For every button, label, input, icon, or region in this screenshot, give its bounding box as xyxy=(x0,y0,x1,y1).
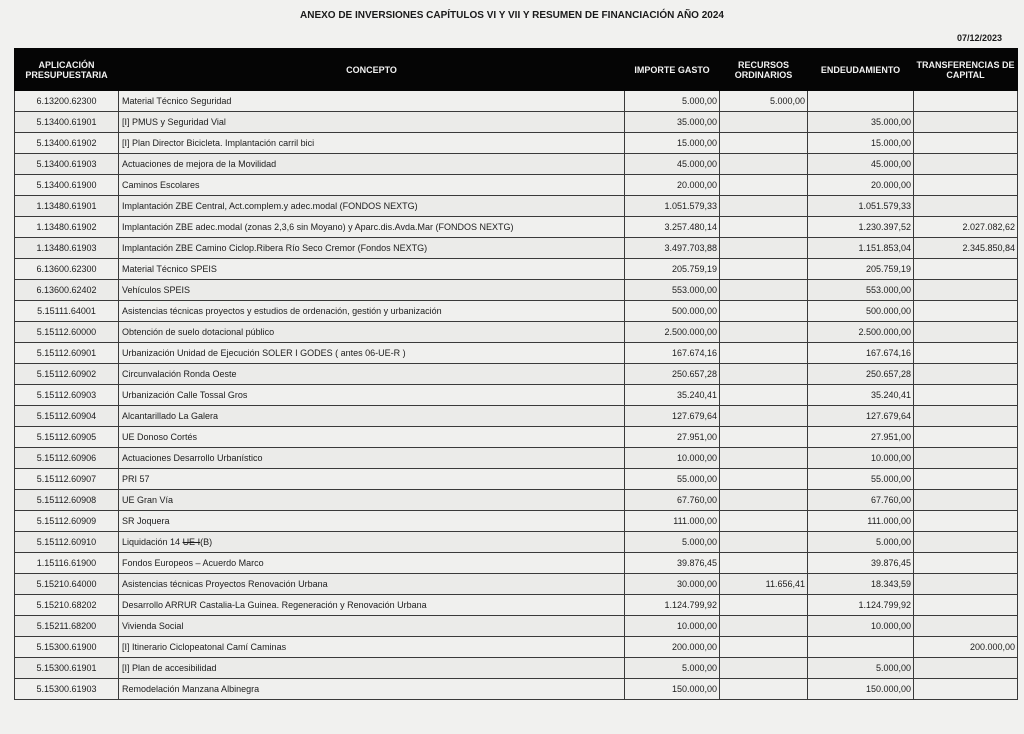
cell-transferencias xyxy=(914,175,1018,196)
cell-transferencias xyxy=(914,91,1018,112)
cell-concepto: Material Técnico SPEIS xyxy=(119,259,625,280)
cell-transferencias xyxy=(914,658,1018,679)
cell-transferencias xyxy=(914,322,1018,343)
cell-recursos-ordinarios xyxy=(720,364,808,385)
cell-importe-gasto: 1.124.799,92 xyxy=(625,595,720,616)
cell-recursos-ordinarios xyxy=(720,406,808,427)
cell-endeudamiento: 10.000,00 xyxy=(808,616,914,637)
cell-importe-gasto: 200.000,00 xyxy=(625,637,720,658)
header-endeudamiento: ENDEUDAMIENTO xyxy=(808,49,914,91)
table-row xyxy=(15,364,1018,385)
table-row xyxy=(15,322,1018,343)
cell-concepto: Fondos Europeos – Acuerdo Marco xyxy=(119,553,625,574)
table-row xyxy=(15,490,1018,511)
table-row xyxy=(15,532,1018,553)
cell-transferencias xyxy=(914,448,1018,469)
cell-aplicacion: 5.15300.61901 xyxy=(15,658,119,679)
table-row xyxy=(15,553,1018,574)
cell-concepto: Circunvalación Ronda Oeste xyxy=(119,364,625,385)
cell-importe-gasto: 35.000,00 xyxy=(625,112,720,133)
cell-concepto: UE Donoso Cortés xyxy=(119,427,625,448)
cell-aplicacion: 5.15210.68202 xyxy=(15,595,119,616)
cell-concepto: Vivienda Social xyxy=(119,616,625,637)
cell-importe-gasto: 1.051.579,33 xyxy=(625,196,720,217)
cell-concepto: Remodelación Manzana Albinegra xyxy=(119,679,625,700)
cell-concepto: [I] Plan Director Bicicleta. Implantación carril bici xyxy=(119,133,625,154)
table-body xyxy=(15,91,1018,700)
table-row xyxy=(15,574,1018,595)
cell-transferencias xyxy=(914,154,1018,175)
header-concepto: CONCEPTO xyxy=(119,49,625,91)
cell-transferencias: 2.027.082,62 xyxy=(914,217,1018,238)
cell-concepto: Implantación ZBE Central, Act.complem.y adec.modal (FONDOS NEXTG) xyxy=(119,196,625,217)
cell-endeudamiento: 150.000,00 xyxy=(808,679,914,700)
table-row xyxy=(15,448,1018,469)
cell-recursos-ordinarios xyxy=(720,490,808,511)
cell-endeudamiento: 1.124.799,92 xyxy=(808,595,914,616)
cell-aplicacion: 5.15112.60905 xyxy=(15,427,119,448)
cell-endeudamiento: 1.051.579,33 xyxy=(808,196,914,217)
struck-text: UE I xyxy=(182,537,201,547)
table-row xyxy=(15,469,1018,490)
cell-recursos-ordinarios xyxy=(720,427,808,448)
cell-recursos-ordinarios: 5.000,00 xyxy=(720,91,808,112)
cell-concepto: Vehículos SPEIS xyxy=(119,280,625,301)
cell-transferencias xyxy=(914,133,1018,154)
cell-concepto: Asistencias técnicas Proyectos Renovación Urbana xyxy=(119,574,625,595)
cell-recursos-ordinarios xyxy=(720,385,808,406)
cell-concepto: [I] PMUS y Seguridad Vial xyxy=(119,112,625,133)
cell-aplicacion: 6.13200.62300 xyxy=(15,91,119,112)
table-row xyxy=(15,385,1018,406)
table-row xyxy=(15,238,1018,259)
cell-aplicacion: 5.13400.61903 xyxy=(15,154,119,175)
cell-importe-gasto: 20.000,00 xyxy=(625,175,720,196)
table-row xyxy=(15,133,1018,154)
cell-transferencias xyxy=(914,490,1018,511)
cell-recursos-ordinarios xyxy=(720,448,808,469)
cell-recursos-ordinarios xyxy=(720,133,808,154)
cell-importe-gasto: 10.000,00 xyxy=(625,616,720,637)
cell-recursos-ordinarios xyxy=(720,322,808,343)
cell-transferencias xyxy=(914,301,1018,322)
cell-concepto: PRI 57 xyxy=(119,469,625,490)
cell-aplicacion: 5.15300.61903 xyxy=(15,679,119,700)
cell-transferencias xyxy=(914,532,1018,553)
cell-recursos-ordinarios xyxy=(720,637,808,658)
cell-aplicacion: 5.13400.61900 xyxy=(15,175,119,196)
cell-endeudamiento: 1.230.397,52 xyxy=(808,217,914,238)
cell-transferencias xyxy=(914,511,1018,532)
cell-endeudamiento: 127.679,64 xyxy=(808,406,914,427)
cell-importe-gasto: 205.759,19 xyxy=(625,259,720,280)
cell-recursos-ordinarios xyxy=(720,616,808,637)
cell-aplicacion: 1.13480.61902 xyxy=(15,217,119,238)
cell-importe-gasto: 5.000,00 xyxy=(625,658,720,679)
cell-aplicacion: 6.13600.62300 xyxy=(15,259,119,280)
cell-recursos-ordinarios xyxy=(720,553,808,574)
cell-aplicacion: 5.15112.60908 xyxy=(15,490,119,511)
cell-aplicacion: 5.15210.64000 xyxy=(15,574,119,595)
header-transferencias: TRANSFERENCIAS DE CAPITAL xyxy=(914,49,1018,91)
cell-importe-gasto: 10.000,00 xyxy=(625,448,720,469)
cell-concepto: Actuaciones Desarrollo Urbanístico xyxy=(119,448,625,469)
cell-transferencias xyxy=(914,196,1018,217)
cell-concepto: Implantación ZBE Camino Ciclop.Ribera Río Seco Cremor (Fondos NEXTG) xyxy=(119,238,625,259)
cell-importe-gasto: 67.760,00 xyxy=(625,490,720,511)
table-row xyxy=(15,217,1018,238)
cell-importe-gasto: 150.000,00 xyxy=(625,679,720,700)
cell-recursos-ordinarios xyxy=(720,238,808,259)
cell-importe-gasto: 45.000,00 xyxy=(625,154,720,175)
cell-recursos-ordinarios xyxy=(720,154,808,175)
cell-endeudamiento xyxy=(808,91,914,112)
cell-concepto: UE Gran Vía xyxy=(119,490,625,511)
cell-importe-gasto: 500.000,00 xyxy=(625,301,720,322)
cell-concepto: Urbanización Unidad de Ejecución SOLER I GODES ( antes 06-UE-R ) xyxy=(119,343,625,364)
cell-transferencias xyxy=(914,364,1018,385)
cell-aplicacion: 5.15112.60903 xyxy=(15,385,119,406)
cell-importe-gasto: 27.951,00 xyxy=(625,427,720,448)
table-row xyxy=(15,616,1018,637)
cell-aplicacion: 5.15112.60901 xyxy=(15,343,119,364)
table-row xyxy=(15,679,1018,700)
cell-aplicacion: 1.13480.61903 xyxy=(15,238,119,259)
cell-importe-gasto: 30.000,00 xyxy=(625,574,720,595)
cell-aplicacion: 5.15112.60907 xyxy=(15,469,119,490)
cell-aplicacion: 5.15111.64001 xyxy=(15,301,119,322)
table-header-row xyxy=(15,49,1018,91)
header-importe-gasto: IMPORTE GASTO xyxy=(625,49,720,91)
cell-importe-gasto: 5.000,00 xyxy=(625,532,720,553)
cell-endeudamiento: 1.151.853,04 xyxy=(808,238,914,259)
cell-recursos-ordinarios xyxy=(720,196,808,217)
table-row xyxy=(15,427,1018,448)
cell-importe-gasto: 5.000,00 xyxy=(625,91,720,112)
cell-concepto: Obtención de suelo dotacional público xyxy=(119,322,625,343)
table-row xyxy=(15,154,1018,175)
cell-concepto: SR Joquera xyxy=(119,511,625,532)
cell-transferencias xyxy=(914,385,1018,406)
cell-endeudamiento: 20.000,00 xyxy=(808,175,914,196)
cell-concepto: Alcantarillado La Galera xyxy=(119,406,625,427)
cell-importe-gasto: 3.257.480,14 xyxy=(625,217,720,238)
cell-concepto: Actuaciones de mejora de la Movilidad xyxy=(119,154,625,175)
cell-recursos-ordinarios xyxy=(720,679,808,700)
cell-concepto: [I] Itinerario Ciclopeatonal Camí Caminas xyxy=(119,637,625,658)
cell-concepto: Urbanización Calle Tossal Gros xyxy=(119,385,625,406)
cell-endeudamiento: 35.240,41 xyxy=(808,385,914,406)
cell-transferencias xyxy=(914,280,1018,301)
cell-endeudamiento: 5.000,00 xyxy=(808,532,914,553)
table-row xyxy=(15,259,1018,280)
cell-aplicacion: 6.13600.62402 xyxy=(15,280,119,301)
cell-endeudamiento: 10.000,00 xyxy=(808,448,914,469)
cell-aplicacion: 5.15112.60909 xyxy=(15,511,119,532)
cell-concepto: Asistencias técnicas proyectos y estudios de ordenación, gestión y urbanización xyxy=(119,301,625,322)
cell-endeudamiento: 27.951,00 xyxy=(808,427,914,448)
cell-importe-gasto: 3.497.703,88 xyxy=(625,238,720,259)
table-row xyxy=(15,175,1018,196)
cell-transferencias xyxy=(914,469,1018,490)
cell-transferencias xyxy=(914,616,1018,637)
cell-recursos-ordinarios xyxy=(720,532,808,553)
cell-aplicacion: 5.15112.60902 xyxy=(15,364,119,385)
header-aplicacion: APLICACIÓN PRESUPUESTARIA xyxy=(15,49,119,91)
cell-transferencias xyxy=(914,679,1018,700)
cell-importe-gasto: 39.876,45 xyxy=(625,553,720,574)
cell-aplicacion: 5.13400.61901 xyxy=(15,112,119,133)
table-row xyxy=(15,637,1018,658)
table-row xyxy=(15,301,1018,322)
cell-endeudamiento: 553.000,00 xyxy=(808,280,914,301)
cell-endeudamiento: 205.759,19 xyxy=(808,259,914,280)
cell-concepto: Desarrollo ARRUR Castalia-La Guinea. Regeneración y Renovación Urbana xyxy=(119,595,625,616)
cell-concepto xyxy=(119,532,625,553)
cell-transferencias xyxy=(914,427,1018,448)
cell-endeudamiento: 2.500.000,00 xyxy=(808,322,914,343)
cell-aplicacion: 1.15116.61900 xyxy=(15,553,119,574)
cell-concepto: Material Técnico Seguridad xyxy=(119,91,625,112)
investments-table xyxy=(14,48,1018,700)
cell-concepto: [I] Plan de accesibilidad xyxy=(119,658,625,679)
table-row xyxy=(15,280,1018,301)
cell-transferencias xyxy=(914,595,1018,616)
table-row xyxy=(15,343,1018,364)
cell-transferencias xyxy=(914,553,1018,574)
cell-aplicacion: 5.15112.60000 xyxy=(15,322,119,343)
table-row xyxy=(15,511,1018,532)
document-title: ANEXO DE INVERSIONES CAPÍTULOS VI Y VII Y RESUMEN DE FINANCIACIÓN AÑO 2024 xyxy=(300,10,724,21)
cell-endeudamiento: 39.876,45 xyxy=(808,553,914,574)
table-row xyxy=(15,658,1018,679)
cell-importe-gasto: 55.000,00 xyxy=(625,469,720,490)
cell-aplicacion: 5.13400.61902 xyxy=(15,133,119,154)
cell-importe-gasto: 15.000,00 xyxy=(625,133,720,154)
cell-transferencias: 200.000,00 xyxy=(914,637,1018,658)
cell-recursos-ordinarios xyxy=(720,301,808,322)
cell-endeudamiento: 55.000,00 xyxy=(808,469,914,490)
cell-recursos-ordinarios: 11.656,41 xyxy=(720,574,808,595)
cell-endeudamiento: 45.000,00 xyxy=(808,154,914,175)
cell-transferencias xyxy=(914,343,1018,364)
cell-aplicacion: 5.15112.60904 xyxy=(15,406,119,427)
cell-endeudamiento: 500.000,00 xyxy=(808,301,914,322)
cell-importe-gasto: 250.657,28 xyxy=(625,364,720,385)
cell-transferencias xyxy=(914,112,1018,133)
cell-endeudamiento: 111.000,00 xyxy=(808,511,914,532)
cell-endeudamiento: 18.343,59 xyxy=(808,574,914,595)
table-row xyxy=(15,112,1018,133)
cell-transferencias: 2.345.850,84 xyxy=(914,238,1018,259)
cell-importe-gasto: 111.000,00 xyxy=(625,511,720,532)
cell-aplicacion: 5.15211.68200 xyxy=(15,616,119,637)
cell-recursos-ordinarios xyxy=(720,112,808,133)
cell-transferencias xyxy=(914,259,1018,280)
cell-endeudamiento xyxy=(808,637,914,658)
table-row xyxy=(15,91,1018,112)
cell-endeudamiento: 35.000,00 xyxy=(808,112,914,133)
cell-transferencias xyxy=(914,406,1018,427)
cell-recursos-ordinarios xyxy=(720,469,808,490)
cell-recursos-ordinarios xyxy=(720,595,808,616)
cell-importe-gasto: 35.240,41 xyxy=(625,385,720,406)
cell-aplicacion: 1.13480.61901 xyxy=(15,196,119,217)
cell-endeudamiento: 15.000,00 xyxy=(808,133,914,154)
concept-text: Liquidación 14 xyxy=(122,537,183,547)
cell-importe-gasto: 127.679,64 xyxy=(625,406,720,427)
cell-importe-gasto: 167.674,16 xyxy=(625,343,720,364)
table-row xyxy=(15,406,1018,427)
cell-aplicacion: 5.15300.61900 xyxy=(15,637,119,658)
document-date: 07/12/2023 xyxy=(956,33,1002,43)
table-row xyxy=(15,196,1018,217)
cell-recursos-ordinarios xyxy=(720,259,808,280)
cell-recursos-ordinarios xyxy=(720,658,808,679)
cell-recursos-ordinarios xyxy=(720,280,808,301)
cell-importe-gasto: 553.000,00 xyxy=(625,280,720,301)
cell-recursos-ordinarios xyxy=(720,217,808,238)
cell-concepto: Caminos Escolares xyxy=(119,175,625,196)
cell-importe-gasto: 2.500.000,00 xyxy=(625,322,720,343)
table-row xyxy=(15,595,1018,616)
cell-recursos-ordinarios xyxy=(720,511,808,532)
cell-aplicacion: 5.15112.60910 xyxy=(15,532,119,553)
cell-endeudamiento: 5.000,00 xyxy=(808,658,914,679)
cell-endeudamiento: 67.760,00 xyxy=(808,490,914,511)
cell-aplicacion: 5.15112.60906 xyxy=(15,448,119,469)
cell-concepto: Implantación ZBE adec.modal (zonas 2,3,6 sin Moyano) y Aparc.dis.Avda.Mar (FONDOS NEXTG) xyxy=(119,217,625,238)
cell-recursos-ordinarios xyxy=(720,175,808,196)
header-recursos-ordinarios: RECURSOS ORDINARIOS xyxy=(720,49,808,91)
cell-recursos-ordinarios xyxy=(720,343,808,364)
cell-endeudamiento: 250.657,28 xyxy=(808,364,914,385)
cell-transferencias xyxy=(914,574,1018,595)
concept-tail-text: (B) xyxy=(200,537,213,547)
cell-endeudamiento: 167.674,16 xyxy=(808,343,914,364)
